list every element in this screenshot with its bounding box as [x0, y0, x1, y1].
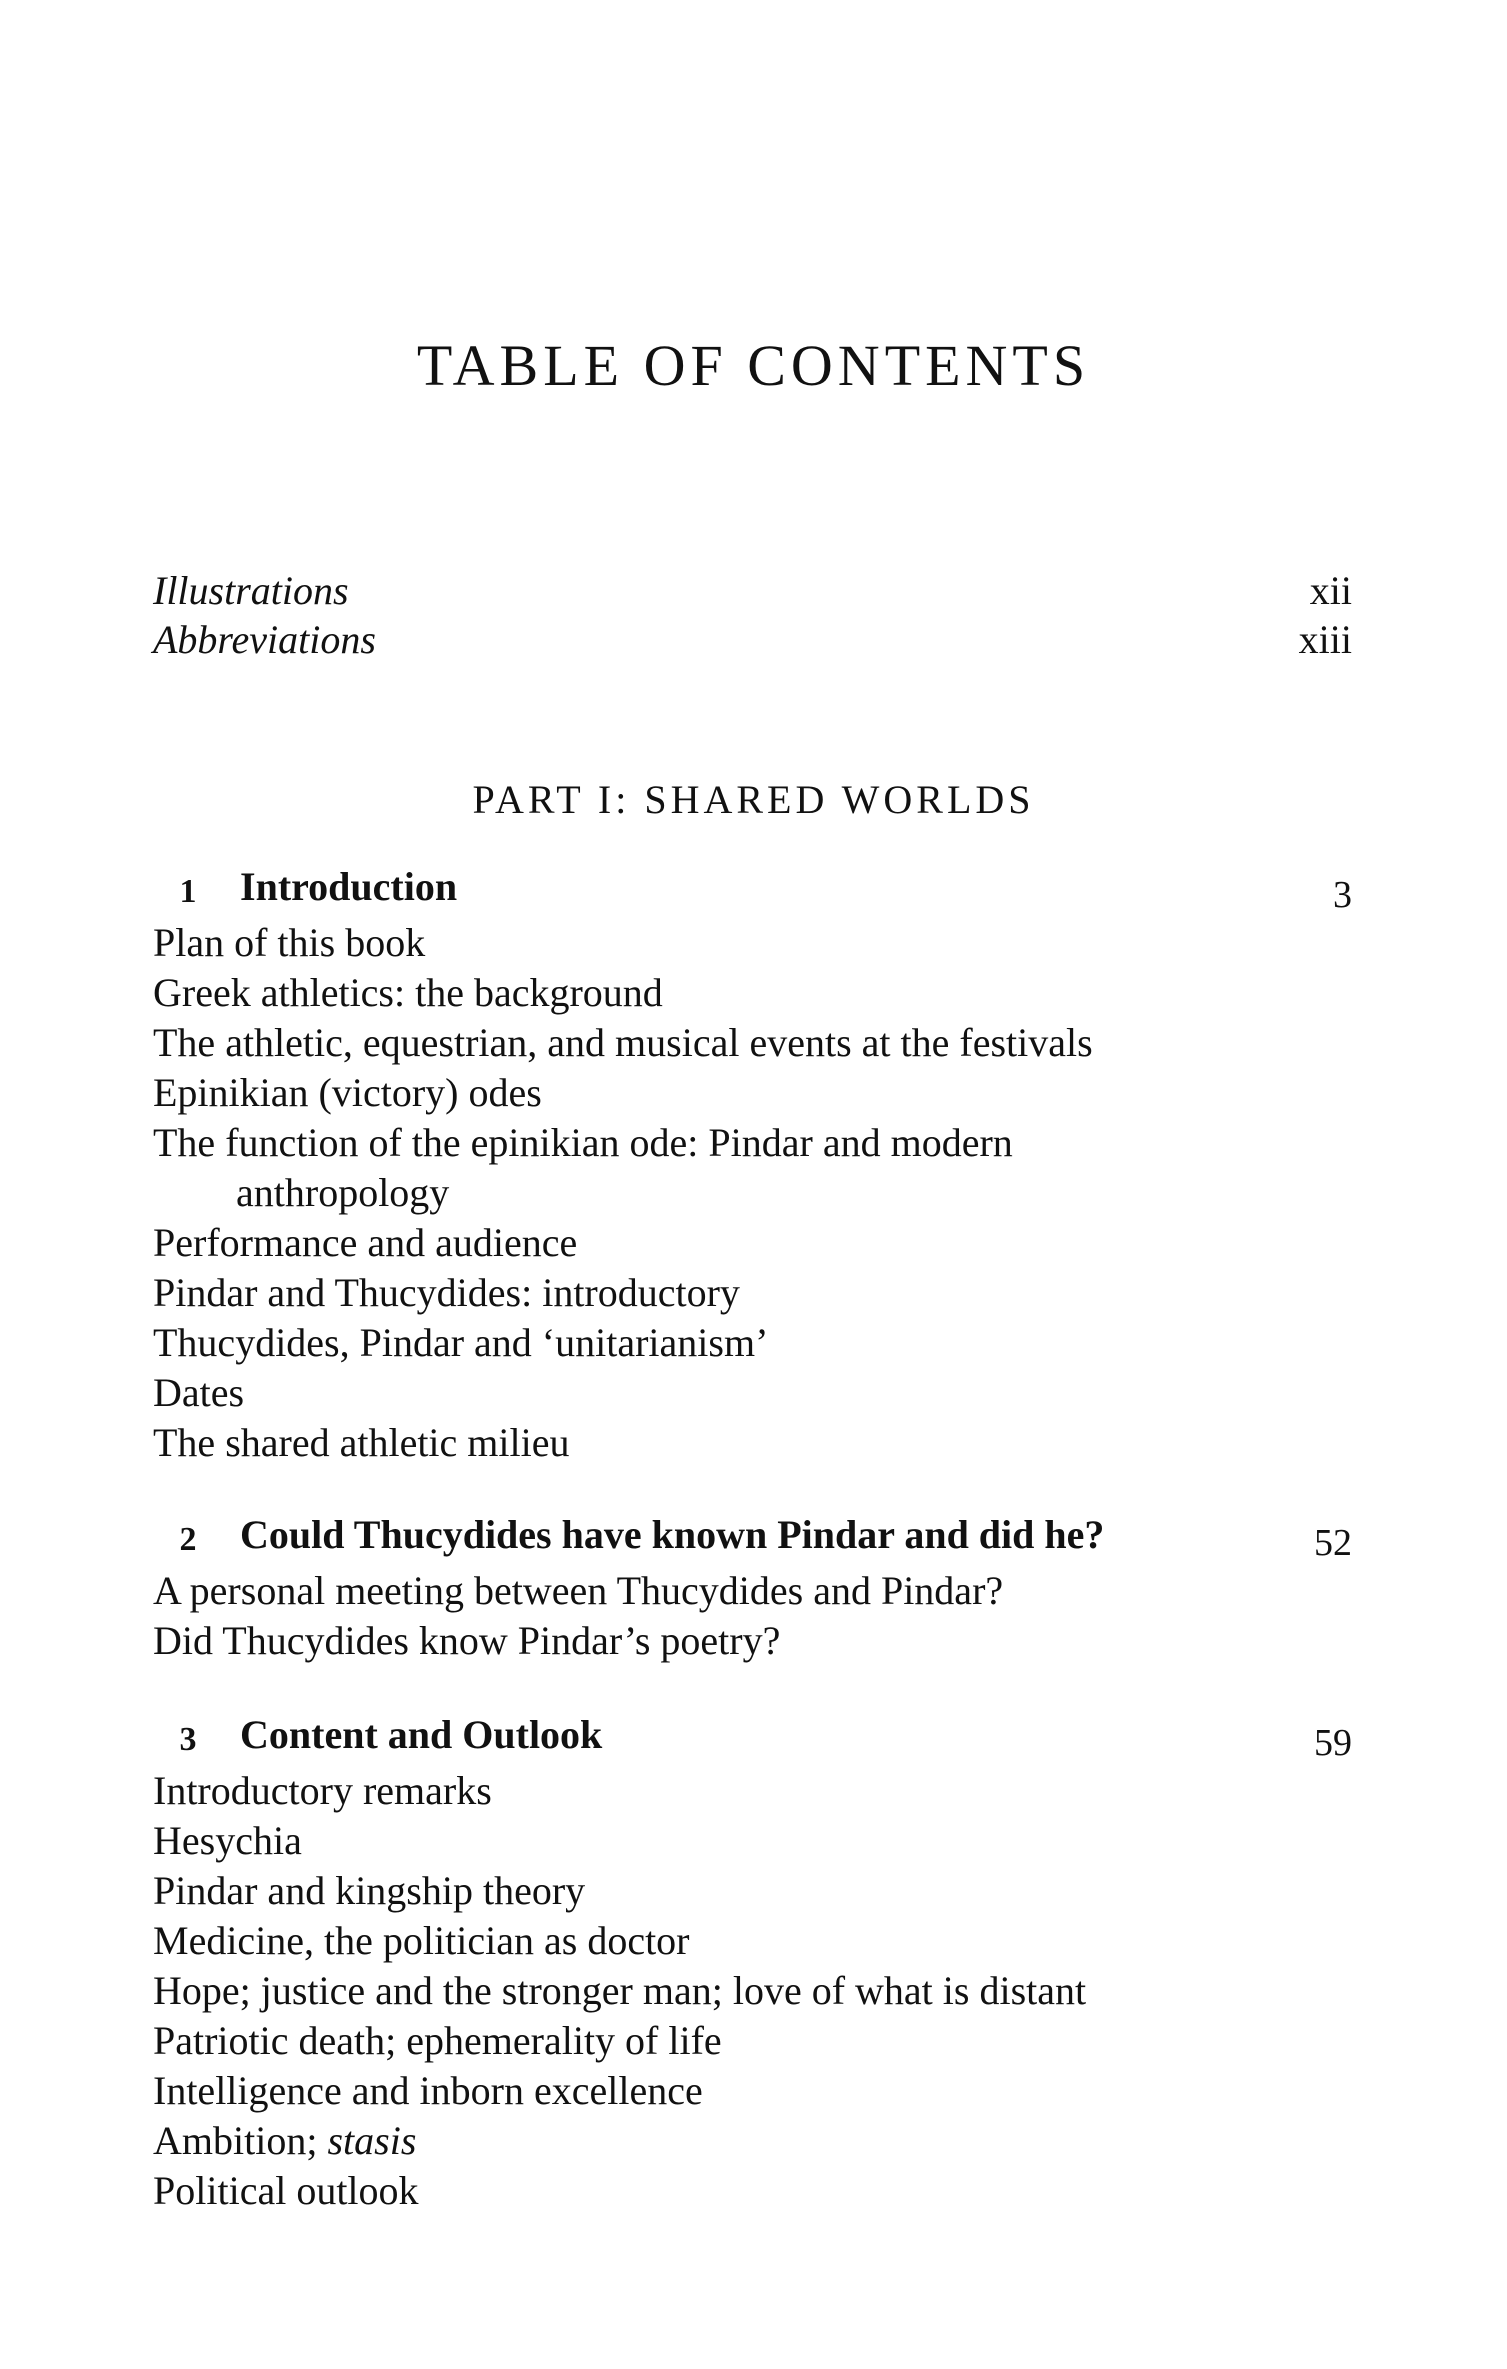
section-item[interactable]: The shared athletic milieu [153, 1420, 570, 1465]
chapter-heading[interactable] [153, 862, 1352, 918]
chapter-page-number: 3 [1333, 874, 1352, 916]
chapter-number: 1 [179, 873, 197, 910]
section-list [153, 1766, 1352, 2216]
chapter-page-number: 52 [1314, 1522, 1352, 1564]
section-item[interactable]: Plan of this book [153, 920, 426, 965]
section-continuation: anthropology [236, 1170, 450, 1215]
chapter-title: Introduction [240, 864, 458, 909]
section-italic-term: stasis [327, 2118, 417, 2163]
section-item[interactable] [153, 2116, 1352, 2166]
section-item[interactable]: Hesychia [153, 1818, 302, 1863]
chapter-number: 3 [179, 1721, 197, 1758]
section-item[interactable]: Did Thucydides know Pindar’s poetry? [153, 1618, 781, 1663]
section-item[interactable]: Hope; justice and the stronger man; love of what is distant [153, 1968, 1087, 2013]
section-item[interactable]: Greek athletics: the background [153, 970, 663, 1015]
chapter-3 [153, 1710, 1352, 2216]
section-item[interactable]: Pindar and Thucydides: introductory [153, 1270, 740, 1315]
section-item[interactable]: Introductory remarks [153, 1768, 492, 1813]
section-item[interactable]: Intelligence and inborn excellence [153, 2068, 703, 2113]
section-list [153, 1566, 1352, 1666]
entry-label: Illustrations [153, 568, 349, 613]
section-item[interactable]: Epinikian (victory) odes [153, 1070, 542, 1115]
section-text: The function of the epinikian ode: Pindar and modern [153, 1120, 1013, 1165]
chapter-heading[interactable] [153, 1510, 1352, 1566]
section-item[interactable] [153, 1118, 1352, 1218]
section-list [153, 918, 1352, 1468]
chapter-heading[interactable] [153, 1710, 1352, 1766]
part-heading: PART I: SHARED WORLDS [472, 777, 1035, 822]
section-item[interactable]: Medicine, the politician as doctor [153, 1918, 690, 1963]
section-item[interactable]: A personal meeting between Thucydides and Pindar? [153, 1568, 1004, 1613]
chapter-2 [153, 1510, 1352, 1666]
entry-page-number: xiii [1298, 617, 1352, 662]
section-item[interactable]: Patriotic death; ephemerality of life [153, 2018, 722, 2063]
section-item[interactable]: Pindar and kingship theory [153, 1868, 586, 1913]
chapter-1 [153, 862, 1352, 1468]
chapter-page-number: 59 [1314, 1722, 1352, 1764]
chapter-title: Could Thucydides have known Pindar and did he? [240, 1512, 1105, 1557]
section-item[interactable]: Thucydides, Pindar and ‘unitarianism’ [153, 1320, 769, 1365]
chapter-title: Content and Outlook [240, 1712, 603, 1757]
entry-label: Abbreviations [153, 617, 376, 662]
page-title: TABLE OF CONTENTS [416, 332, 1091, 398]
section-text: Ambition; [153, 2118, 328, 2163]
front-matter-entry-abbreviations[interactable] [153, 615, 1352, 665]
section-item[interactable]: The athletic, equestrian, and musical events at the festivals [153, 1020, 1093, 1065]
section-item[interactable]: Dates [153, 1370, 245, 1415]
front-matter-entry-illustrations[interactable] [153, 566, 1352, 616]
chapter-number: 2 [179, 1521, 197, 1558]
entry-page-number: xii [1309, 568, 1352, 613]
section-item[interactable]: Performance and audience [153, 1220, 578, 1265]
section-item[interactable]: Political outlook [153, 2168, 419, 2213]
